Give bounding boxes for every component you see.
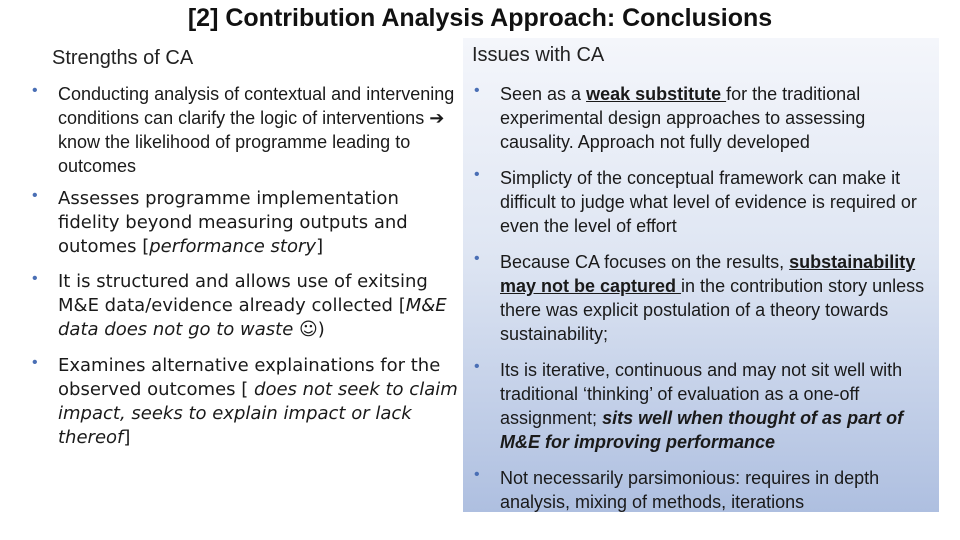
issue-item-1 [474, 82, 934, 154]
issue-item-2 [474, 166, 934, 238]
bullet-icon: • [474, 166, 480, 183]
underlined-phrase: weak substitute [586, 84, 727, 104]
issue-item-4 [474, 358, 940, 454]
emphasis: sits well when thought of as part of M&E for improving performance [500, 408, 904, 452]
issue-item-5 [474, 466, 934, 514]
bullet-icon: • [474, 82, 480, 99]
issue-item-2-text: Simplicty of the conceptual framework can make it difficult to judge what level of evidence is required or even the level of effort [500, 168, 917, 236]
strength-item-3 [32, 270, 452, 342]
bullet-icon: • [32, 354, 38, 371]
issue-item-4-text: Its is iterative, continuous and may not sit well with traditional ‘thinking’ of evaluation as a one-off assignment; sits well when thought of as part of M&E for improving performance [500, 360, 904, 452]
strength-item-2 [32, 187, 452, 259]
issue-item-3-text: Because CA focuses on the results, substainability may not be captured in the contribution story unless there was explicit postulation of a theory towards sustainability; [500, 252, 925, 344]
strength-item-1 [32, 82, 457, 178]
underlined-phrase: substainability may not be captured [500, 252, 916, 296]
strength-item-4-text: Examines alternative explainations for the observed outcomes [ does not seek to claim impact, seeks to explain impact or lack thereof] [58, 355, 458, 448]
strength-item-4 [32, 354, 464, 450]
strengths-heading: Strengths of CA [52, 47, 194, 69]
bullet-icon: • [474, 466, 480, 483]
issue-item-1-text: Seen as a weak substitute for the traditional experimental design approaches to assessing causality. Approach not fully developed [500, 84, 866, 152]
emphasis: does not seek to claim impact, seeks to explain impact or lack thereof [58, 379, 458, 448]
strength-item-1-text: Conducting analysis of contextual and intervening conditions can clarify the logic of interventions ➔ know the likelihood of programme leading to outcomes [58, 84, 455, 176]
strength-item-3-text: It is structured and allows use of exitsing M&E data/evidence already collected [M&E data does not go to waste ☺) [58, 271, 447, 340]
slide-title: [2] Contribution Analysis Approach: Conclusions [187, 4, 773, 32]
bullet-icon: • [32, 187, 38, 204]
issues-heading: Issues with CA [472, 44, 605, 66]
issue-item-5-text: Not necessarily parsimonious: requires in depth analysis, mixing of methods, iterations [500, 468, 880, 512]
emphasis: performance story [149, 236, 317, 257]
bullet-icon: • [32, 270, 38, 287]
issue-item-3 [474, 250, 934, 346]
bullet-icon: • [32, 82, 38, 99]
strength-item-2-text: Assesses programme implementation fidelity beyond measuring outputs and outomes [performance story] [58, 188, 408, 257]
bullet-icon: • [474, 250, 480, 267]
emphasis: M&E data does not go to waste [58, 295, 447, 340]
bullet-icon: • [474, 358, 480, 375]
